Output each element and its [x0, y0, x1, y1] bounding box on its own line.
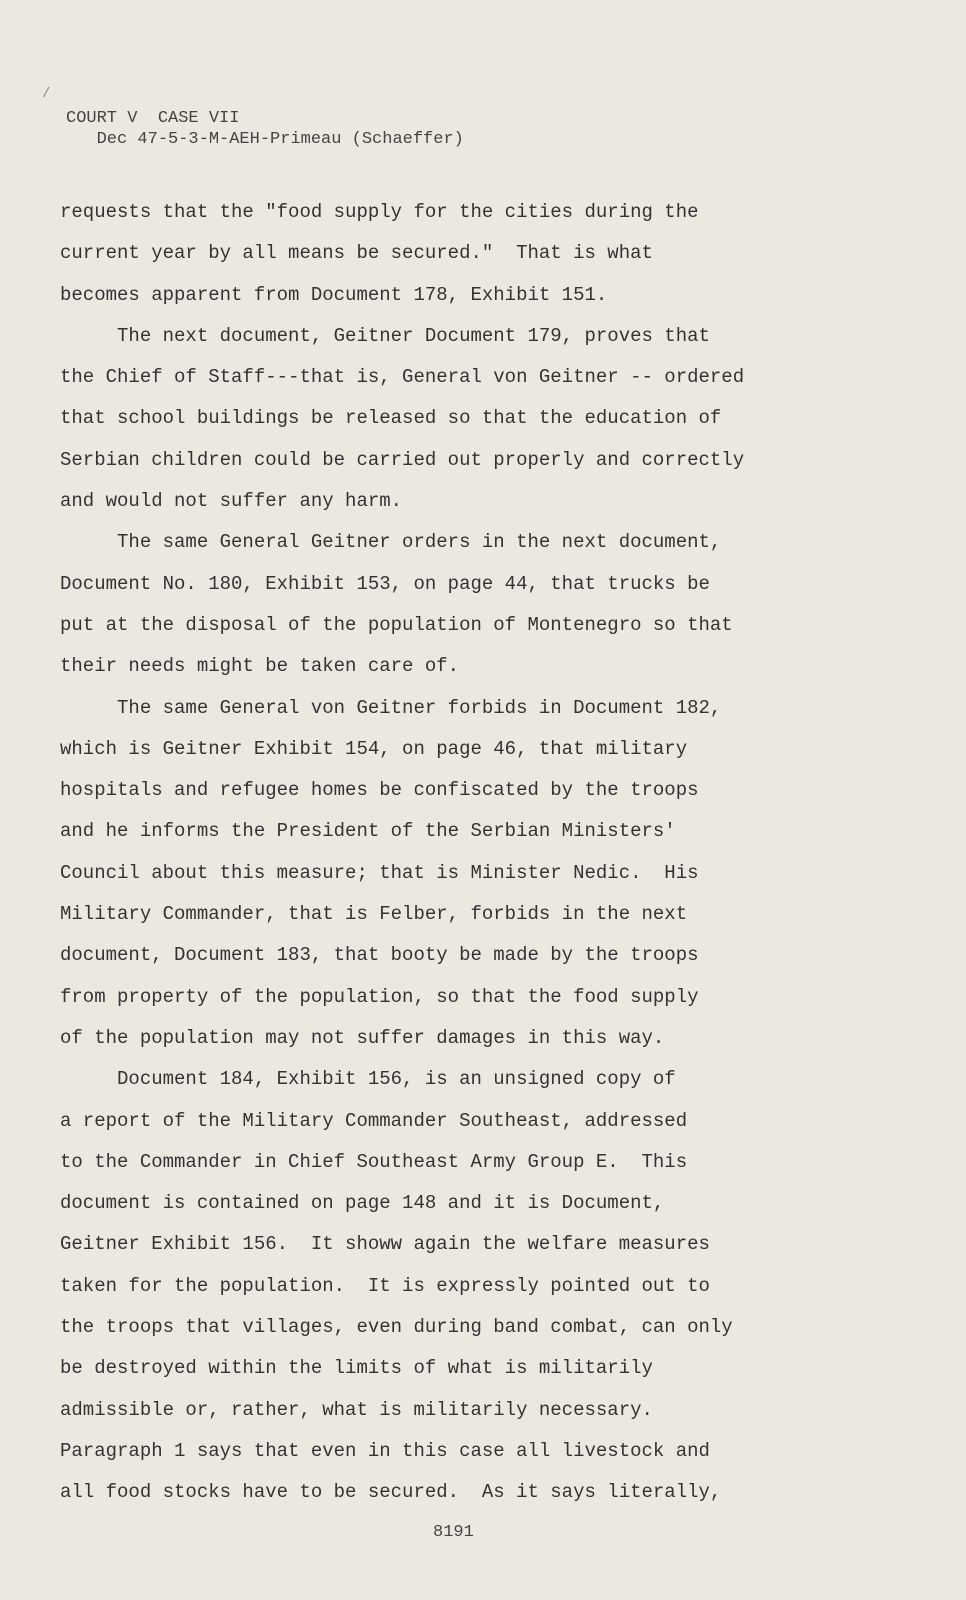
text-line: admissible or, rather, what is militarily necessary. [60, 1398, 653, 1421]
text-line: from property of the population, so that the food supply [60, 985, 699, 1008]
text-line: Document No. 180, Exhibit 153, on page 44, that trucks be [60, 572, 710, 595]
text-line: put at the disposal of the population of Montenegro so that [60, 613, 733, 636]
text-line: The next document, Geitner Document 179, proves that [60, 324, 710, 347]
text-line: taken for the population. It is expressly pointed out to [60, 1274, 710, 1297]
text-line: a report of the Military Commander Southeast, addressed [60, 1109, 688, 1132]
text-line: all food stocks have to be secured. As it says literally, [60, 1481, 722, 1504]
text-line: the Chief of Staff---that is, General von Geitner -- ordered [60, 366, 745, 389]
text-line: be destroyed within the limits of what is militarily [60, 1357, 653, 1380]
document-body [60, 192, 920, 1514]
text-line: Document 184, Exhibit 156, is an unsigned copy of [60, 1068, 676, 1091]
text-line: becomes apparent from Document 178, Exhibit 151. [60, 283, 608, 306]
text-line: current year by all means be secured." That is what [60, 242, 653, 265]
text-line: which is Geitner Exhibit 154, on page 46, that military [60, 737, 688, 760]
text-line: that school buildings be released so that the education of [60, 407, 722, 430]
text-line: Serbian children could be carried out properly and correctly [60, 448, 745, 471]
text-line: of the population may not suffer damages in this way. [60, 1026, 665, 1049]
text-line: requests that the "food supply for the cities during the [60, 201, 699, 223]
case-line: COURT V CASE VII [66, 109, 240, 128]
text-line: Geitner Exhibit 156. It showw again the welfare measures [60, 1233, 710, 1256]
text-line: hospitals and refugee homes be confiscated by the troops [60, 779, 699, 802]
text-line: The same General Geitner orders in the next document, [60, 531, 722, 554]
margin-mark: / [42, 86, 51, 102]
text-line: Council about this measure; that is Minister Nedic. His [60, 861, 699, 884]
text-line: Military Commander, that is Felber, forbids in the next [60, 903, 688, 926]
text-line: document, Document 183, that booty be made by the troops [60, 944, 699, 967]
text-line: Paragraph 1 says that even in this case all livestock and [60, 1439, 710, 1462]
document-header [66, 108, 464, 150]
page-number: 8191 [433, 1523, 474, 1542]
reference-line: Dec 47-5-3-M-AEH-Primeau (Schaeffer) [66, 130, 464, 149]
text-line: their needs might be taken care of. [60, 655, 460, 678]
text-line: document is contained on page 148 and it is Document, [60, 1192, 665, 1215]
text-line: to the Commander in Chief Southeast Army Group E. This [60, 1150, 688, 1173]
text-line: The same General von Geitner forbids in Document 182, [60, 696, 722, 719]
text-line: the troops that villages, even during band combat, can only [60, 1316, 733, 1339]
text-line: and would not suffer any harm. [60, 490, 403, 513]
text-line: and he informs the President of the Serbian Ministers' [60, 820, 676, 843]
